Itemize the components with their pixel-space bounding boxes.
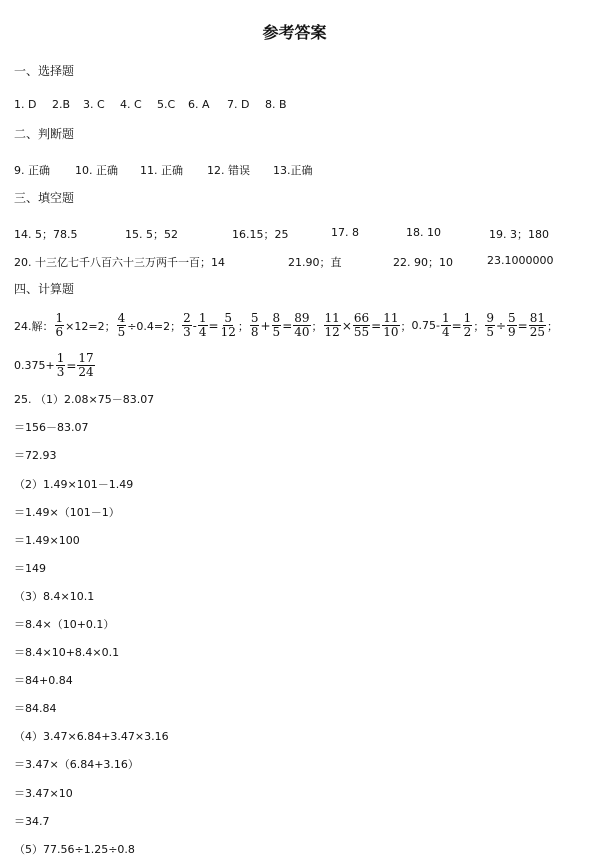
section-heading-fill: 三、填空题 <box>14 191 75 205</box>
answer-25-line: ＝84.84 <box>14 702 57 715</box>
fraction: $\frac{1}{3}$ <box>56 351 65 379</box>
fraction: $\frac{66}{55}$ <box>353 311 370 339</box>
fraction: $\frac{5}{9}$ <box>508 311 516 339</box>
equals: = <box>208 318 219 333</box>
fraction: $\frac{9}{5}$ <box>486 311 494 339</box>
fraction: $\frac{1}{6}$ <box>55 311 64 339</box>
answer-25-line: ＝34.7 <box>14 815 50 828</box>
operator: - <box>192 318 197 333</box>
fraction: $\frac{4}{5}$ <box>117 311 126 339</box>
answer-11: 11. 正确 <box>140 164 183 177</box>
fraction: $\frac{5}{8}$ <box>250 311 259 339</box>
operator: ÷ <box>495 318 507 333</box>
answer-23: 23.1000000 <box>487 254 554 267</box>
answer-25-line: ＝8.4×10+8.4×0.1 <box>14 646 120 659</box>
equals: = <box>66 358 77 373</box>
answer-21: 21.90；直 <box>288 256 342 269</box>
expr-text: 0.375+ <box>14 359 55 372</box>
equals: = <box>282 318 293 333</box>
fraction: $\frac{81}{25}$ <box>529 311 545 339</box>
equals: = <box>371 318 382 333</box>
answer-24-continued <box>14 352 96 379</box>
answer-12: 12. 错误 <box>207 164 250 177</box>
fraction: $\frac{11}{12}$ <box>324 311 340 339</box>
answer-25-line: ＝156－83.07 <box>14 421 89 434</box>
operator: × <box>341 318 352 333</box>
answer-14: 14. 5；78.5 <box>14 228 78 241</box>
separator: ； <box>237 319 249 333</box>
answer-19: 19. 3；180 <box>489 228 549 241</box>
answer-20: 20. 十三亿七千八百六十三万两千一百；14 <box>14 256 225 269</box>
answer-5: 5.C <box>157 98 176 111</box>
answer-25-line: 25. （1）2.08×75－83.07 <box>14 393 155 406</box>
answer-25-line: ＝1.49×100 <box>14 534 80 547</box>
answer-16: 16.15；25 <box>232 228 289 241</box>
section-heading-calc: 四、计算题 <box>14 282 75 296</box>
answer-25-line: ＝84+0.84 <box>14 674 73 687</box>
answer-25-line: ＝149 <box>14 562 46 575</box>
answer-1: 1. D <box>14 98 37 111</box>
expr-text: ÷0.4=2； <box>127 319 182 333</box>
answer-4: 4. C <box>120 98 142 111</box>
answer-13: 13.正确 <box>273 164 313 177</box>
separator: ； <box>311 319 323 333</box>
fraction: $\frac{8}{5}$ <box>272 311 281 339</box>
answer-18: 18. 10 <box>406 226 441 239</box>
answer-25-line: （4）3.47×6.84+3.47×3.16 <box>14 730 169 743</box>
operator: + <box>260 318 271 333</box>
fraction: $\frac{1}{4}$ <box>441 311 450 339</box>
separator: ； <box>473 319 485 333</box>
answer-25-line: （5）77.56÷1.25÷0.8 <box>14 843 135 856</box>
separator: ； <box>400 319 412 333</box>
fraction: $\frac{2}{3}$ <box>183 311 191 339</box>
answer-15: 15. 5；52 <box>125 228 178 241</box>
fraction: $\frac{17}{24}$ <box>78 351 94 379</box>
answer-10: 10. 正确 <box>75 164 118 177</box>
answer-24-prefix: 24.解： <box>14 319 54 333</box>
answer-3: 3. C <box>83 98 105 111</box>
answer-7: 7. D <box>227 98 250 111</box>
page-title: 参考答案 <box>262 23 327 42</box>
fraction: $\frac{11}{10}$ <box>383 311 399 339</box>
fraction: $\frac{89}{40}$ <box>294 311 310 339</box>
expr-text: 0.75- <box>411 319 440 332</box>
equals: = <box>517 318 528 333</box>
expr-text: ×12=2； <box>65 319 116 333</box>
fraction: $\frac{1}{2}$ <box>463 311 472 339</box>
answer-25-line: ＝3.47×10 <box>14 787 73 800</box>
section-heading-judge: 二、判断题 <box>14 127 75 141</box>
answer-24 <box>14 312 558 339</box>
answer-25-line: ＝3.47×（6.84+3.16） <box>14 758 139 771</box>
equals: = <box>451 318 462 333</box>
answer-25-line: ＝8.4×（10+0.1） <box>14 618 115 631</box>
answer-25-line: （3）8.4×10.1 <box>14 590 95 603</box>
answer-22: 22. 90；10 <box>393 256 453 269</box>
answer-9: 9. 正确 <box>14 164 50 177</box>
answer-25-line: ＝72.93 <box>14 449 57 462</box>
answer-8: 8. B <box>265 98 287 111</box>
answer-25-line: （2）1.49×101－1.49 <box>14 478 134 491</box>
separator: ； <box>547 319 558 333</box>
answer-17: 17. 8 <box>331 226 359 239</box>
section-heading-choice: 一、选择题 <box>14 64 75 78</box>
fraction: $\frac{1}{4}$ <box>198 311 207 339</box>
answer-25-line: ＝1.49×（101－1） <box>14 506 120 519</box>
answer-2: 2.B <box>52 98 71 111</box>
answer-6: 6. A <box>188 98 210 111</box>
fraction: $\frac{5}{12}$ <box>220 311 236 339</box>
